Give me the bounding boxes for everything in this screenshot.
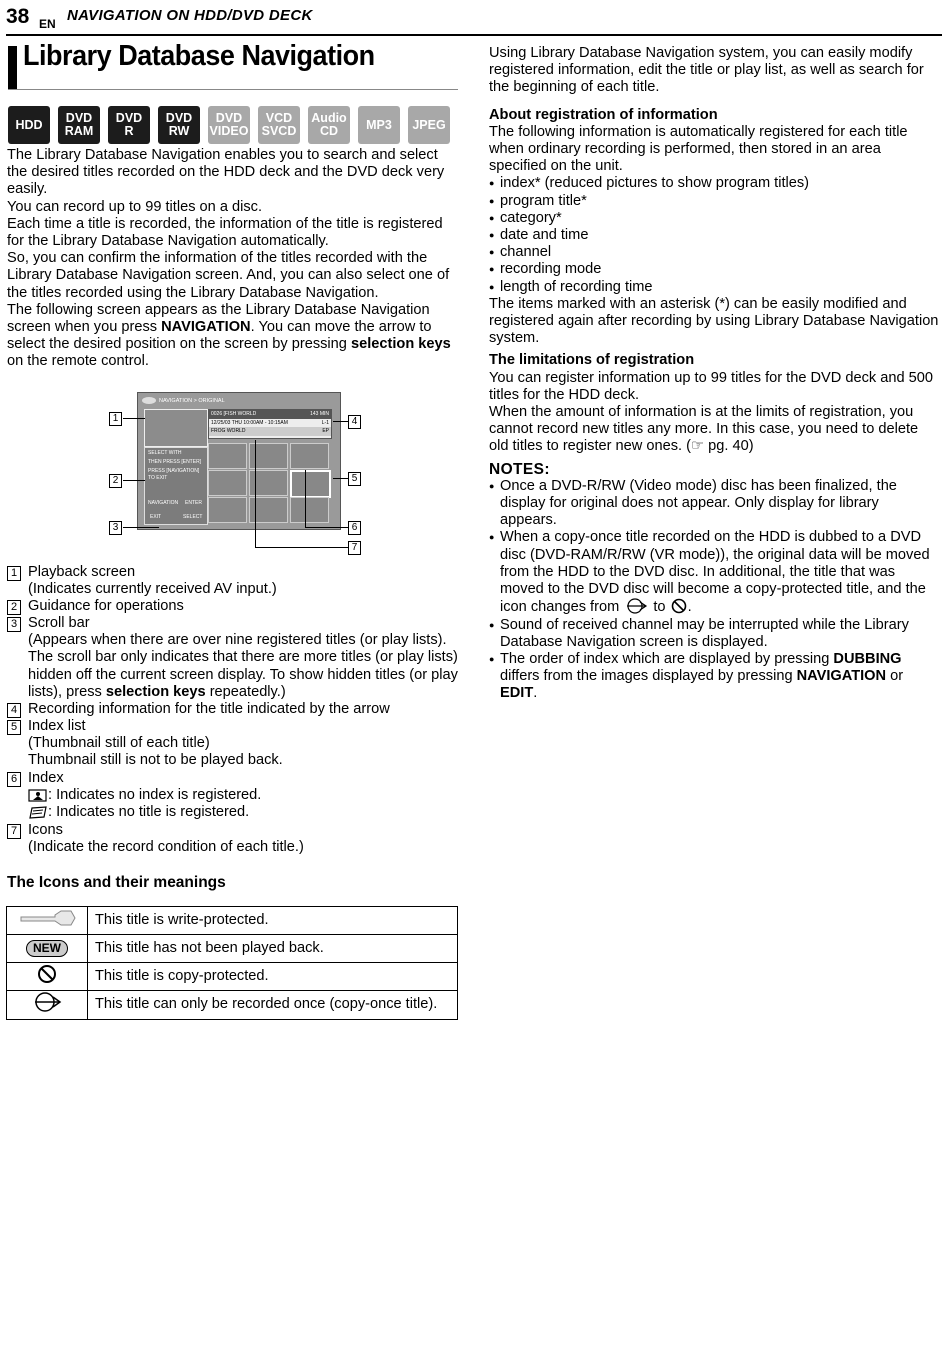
list-item: ● category* [489, 210, 939, 227]
copy-protected-icon [36, 963, 58, 985]
item-number: 6 [7, 772, 21, 787]
note-item: ● Once a DVD-R/RW (Video mode) disc has been finalized, the display for original does not appear. Only display for library appears. [489, 478, 939, 530]
badge-dvd-r: DVD R [108, 106, 150, 144]
registration-heading: About registration of information [489, 106, 718, 123]
page-title: Library Database Navigation [23, 40, 375, 72]
list-item: ● recording mode [489, 261, 939, 278]
badge-dvd-video: DVD VIDEO [208, 106, 250, 144]
info-title: 0026 [FISH WORLD [211, 411, 257, 417]
callout-line [255, 547, 348, 548]
list-item: ● program title* [489, 193, 939, 210]
intro-paragraph: You can record up to 99 titles on a disc. [7, 198, 263, 215]
index-thumbnail-selected[interactable] [290, 470, 331, 498]
badge-dvd-ram: DVD RAM [58, 106, 100, 144]
item-text: Scroll bar [28, 615, 90, 631]
table-row [7, 907, 458, 935]
navigation-screen-figure [105, 390, 365, 560]
page-header [6, 4, 942, 36]
index-thumbnail[interactable] [290, 443, 329, 469]
page-reference-icon: ☞ [690, 438, 705, 455]
icons-heading: The Icons and their meanings [7, 874, 226, 891]
section-title: NAVIGATION ON HDD/DVD DECK [67, 7, 313, 24]
list-item: ● index* (reduced pictures to show program titles) [489, 175, 939, 192]
info-length: 143 MIN [310, 411, 329, 417]
badge-vcd-svcd: VCD SVCD [258, 106, 300, 144]
item-text: Icons [28, 822, 63, 838]
playback-screen [144, 409, 208, 447]
index-thumbnail[interactable] [208, 497, 247, 523]
info-channel: L-1 [321, 419, 329, 426]
note-item: ● Sound of received channel may be interrupted while the Library Database Navigation screen is displayed. [489, 617, 939, 651]
callout-line [305, 470, 306, 527]
copy-protected-icon [670, 598, 688, 614]
callout-1: 1 [109, 412, 122, 426]
item-number: 7 [7, 824, 21, 839]
item-text: Playback screen [28, 564, 136, 580]
limitations-text: You can register information up to 99 titles for the DVD deck and 500 titles for the HDD deck. [489, 369, 934, 403]
callout-line [123, 418, 145, 419]
callout-2: 2 [109, 474, 122, 488]
item-number: 4 [7, 703, 21, 718]
notes-heading: NOTES: [489, 460, 550, 478]
scrollbar-description: (Appears when there are over nine registered titles (or play lists). The scroll bar only indicates that there are more titles (or play lists) hidden off the current screen display. To show hidden titles (or play lists), press selection keys repeatedly.) [28, 632, 458, 700]
index-thumbnail[interactable] [208, 443, 247, 469]
badge-hdd: HDD [8, 106, 50, 144]
no-index-icon [28, 788, 48, 802]
item-number: 5 [7, 720, 21, 735]
callout-line [333, 421, 348, 422]
callout-line [123, 527, 159, 528]
list-item: ● date and time [489, 227, 939, 244]
note-item: ● When a copy-once title recorded on the HDD is dubbed to a DVD disc (DVD-RAM/R/RW (VR mode)), the original data will be moved from the HDD to the DVD disc. In additional, the title that was moved to the DVD disc will become a copy-protected title, and the icon changes from to . [489, 529, 939, 616]
key-icon [17, 907, 77, 929]
table-row [7, 963, 458, 991]
icon-meaning: This title has not been played back. [88, 935, 458, 963]
callout-6: 6 [348, 521, 361, 535]
item-text: (Thumbnail still of each title) [28, 735, 210, 752]
badge-mp3: MP3 [358, 106, 400, 144]
item-text: (Indicate the record condition of each title.) [28, 839, 304, 856]
item-text: Index list [28, 718, 86, 734]
callout-line [123, 480, 145, 481]
item-text: Index [28, 770, 64, 786]
no-title-icon [28, 805, 48, 819]
screen-breadcrumb: NAVIGATION > ORIGINAL [142, 396, 336, 407]
table-row [7, 935, 458, 963]
icon-meaning: This title is write-protected. [88, 907, 458, 935]
new-badge-icon: NEW [26, 940, 68, 957]
badge-audio-cd: Audio CD [308, 106, 350, 144]
badge-jpeg: JPEG [408, 106, 450, 144]
registration-text: The following information is automatically registered for each title when ordinary recording is performed, then stored in an area specified on the unit. [489, 123, 908, 175]
intro-paragraph: The following screen appears as the Library Database Navigation screen when you press NAVIGATION. You can move the arrow to select the desired position on the screen by pressing selection keys on the remote control. [7, 301, 451, 370]
disc-icon [142, 397, 156, 404]
language-label: EN [39, 17, 56, 31]
item-number: 3 [7, 617, 21, 632]
intro-paragraph: Each time a title is recorded, the information of the title is registered for the Library Database Navigation automatically. [7, 215, 443, 250]
registration-footer: The items marked with an asterisk (*) can be easily modified and registered again after recording by using Library Database Navigation system. [489, 295, 939, 347]
intro-paragraph: The Library Database Navigation enables you to search and select the desired titles recorded on the HDD deck and the DVD deck very easily. [7, 147, 445, 198]
guidance-panel: SELECT WITH THEN PRESS [ENTER] PRESS [NAVIGATION] TO EXIT NAVIGATION ENTER EXIT SELECT [144, 447, 208, 525]
note-item: ● The order of index which are displayed by pressing DUBBING differs from the images displayed by pressing NAVIGATION or EDIT. [489, 651, 939, 703]
item-text: Thumbnail still is not to be played back. [28, 752, 283, 769]
index-thumbnail[interactable] [208, 470, 247, 496]
index-thumbnail[interactable] [290, 497, 329, 523]
icon-meaning: This title can only be recorded once (copy-once title). [88, 991, 458, 1019]
right-intro: Using Library Database Navigation system, you can easily modify registered information, edit the title or play list, as well as search for the beginning of each title. [489, 45, 924, 96]
list-item: ● channel [489, 244, 939, 261]
item-text: Recording information for the title indicated by the arrow [28, 701, 390, 717]
callout-line [255, 440, 256, 547]
limitations-text: When the amount of information is at the limits of registration, you cannot record new titles any more. In this case, you need to delete old titles to register new ones. (☞ pg. 40) [489, 404, 919, 455]
recording-info-box [208, 409, 332, 439]
callout-3: 3 [109, 521, 122, 535]
table-row [7, 991, 458, 1019]
index-note: : Indicates no index is registered. [48, 787, 262, 804]
copy-once-icon [29, 991, 65, 1013]
title-marker [8, 46, 17, 89]
info-mode: EP [322, 428, 329, 434]
copy-once-icon [623, 598, 649, 614]
icon-meaning: This title is copy-protected. [88, 963, 458, 991]
disc-type-badges [8, 106, 458, 144]
item-number: 2 [7, 600, 21, 615]
item-text: (Indicates currently received AV input.) [28, 581, 277, 598]
icons-table [6, 906, 458, 1020]
item-number: 1 [7, 566, 21, 581]
badge-dvd-rw: DVD RW [158, 106, 200, 144]
navigation-screen [137, 392, 341, 530]
callout-4: 4 [348, 415, 361, 429]
callout-line [333, 478, 348, 479]
info-date: 12/25/03 THU 10:00AM - 10:15AM [211, 419, 288, 426]
index-list [208, 443, 330, 523]
index-note: : Indicates no title is registered. [48, 804, 250, 821]
page-number: 38 [6, 5, 30, 28]
right-column [489, 45, 939, 703]
item-text: Guidance for operations [28, 598, 184, 614]
list-item: ● length of recording time [489, 279, 939, 296]
callout-line [305, 527, 348, 528]
intro-text [7, 147, 459, 371]
intro-paragraph: So, you can confirm the information of the titles recorded with the Library Database Navigation screen. And, you can also select one of the titles recorded using the Library Database Navigation. [7, 250, 450, 301]
callout-7: 7 [348, 541, 361, 555]
info-next-title: FROG WORLD [211, 428, 246, 434]
callout-5: 5 [348, 472, 361, 486]
limitations-heading: The limitations of registration [489, 352, 695, 369]
title-divider [8, 89, 458, 90]
